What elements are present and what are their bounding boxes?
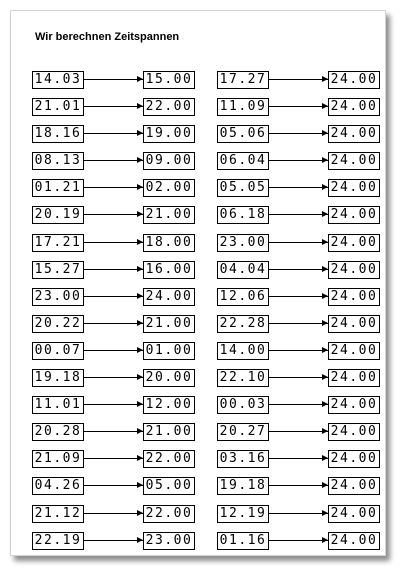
start-time-box: 23.00 xyxy=(217,234,269,252)
exercise-row xyxy=(217,532,380,550)
arrow-icon xyxy=(84,106,143,107)
arrow-icon xyxy=(84,323,143,324)
arrow-icon xyxy=(269,269,328,270)
end-time-box: 24.00 xyxy=(328,288,380,306)
arrow-icon xyxy=(269,458,328,459)
exercise-row xyxy=(32,450,195,468)
start-time-box: 19.18 xyxy=(217,477,269,495)
end-time-box: 24.00 xyxy=(328,369,380,387)
arrow-icon xyxy=(84,296,143,297)
start-time-box: 17.21 xyxy=(32,234,84,252)
arrow-icon xyxy=(84,214,143,215)
exercise-row xyxy=(217,505,380,523)
exercise-row xyxy=(217,206,380,224)
end-time-box: 02.00 xyxy=(143,179,195,197)
end-time-box: 24.00 xyxy=(328,71,380,89)
end-time-box: 24.00 xyxy=(328,234,380,252)
exercise-row xyxy=(32,152,195,170)
start-time-box: 20.27 xyxy=(217,423,269,441)
arrow-icon xyxy=(269,485,328,486)
end-time-box: 24.00 xyxy=(328,342,380,360)
end-time-box: 24.00 xyxy=(328,315,380,333)
end-time-box: 24.00 xyxy=(328,396,380,414)
end-time-box: 24.00 xyxy=(328,505,380,523)
start-time-box: 00.07 xyxy=(32,342,84,360)
end-time-box: 24.00 xyxy=(328,179,380,197)
exercise-row xyxy=(32,532,195,550)
arrow-icon xyxy=(84,431,143,432)
start-time-box: 06.04 xyxy=(217,152,269,170)
start-time-box: 21.12 xyxy=(32,505,84,523)
start-time-box: 04.04 xyxy=(217,261,269,279)
end-time-box: 24.00 xyxy=(328,125,380,143)
arrow-icon xyxy=(269,106,328,107)
exercise-row xyxy=(217,179,380,197)
arrow-icon xyxy=(269,296,328,297)
exercise-row xyxy=(217,261,380,279)
exercise-row xyxy=(217,98,380,116)
exercise-row xyxy=(217,288,380,306)
start-time-box: 22.19 xyxy=(32,532,84,550)
exercise-row xyxy=(217,125,380,143)
end-time-box: 24.00 xyxy=(328,261,380,279)
exercise-row xyxy=(32,125,195,143)
end-time-box: 21.00 xyxy=(143,315,195,333)
arrow-icon xyxy=(269,214,328,215)
arrow-icon xyxy=(84,513,143,514)
exercise-row xyxy=(32,71,195,89)
arrow-icon xyxy=(269,242,328,243)
arrow-icon xyxy=(269,350,328,351)
exercise-row xyxy=(32,423,195,441)
left-exercise-column xyxy=(32,71,195,559)
exercise-row xyxy=(32,261,195,279)
start-time-box: 21.09 xyxy=(32,450,84,468)
start-time-box: 08.13 xyxy=(32,152,84,170)
exercise-row xyxy=(32,396,195,414)
exercise-row xyxy=(32,315,195,333)
end-time-box: 19.00 xyxy=(143,125,195,143)
start-time-box: 11.01 xyxy=(32,396,84,414)
arrow-icon xyxy=(269,404,328,405)
exercise-row xyxy=(217,477,380,495)
worksheet-title: Wir berechnen Zeitspannen xyxy=(35,31,180,43)
arrow-icon xyxy=(269,323,328,324)
arrow-icon xyxy=(84,485,143,486)
start-time-box: 20.28 xyxy=(32,423,84,441)
start-time-box: 12.19 xyxy=(217,505,269,523)
start-time-box: 14.00 xyxy=(217,342,269,360)
exercise-row xyxy=(217,234,380,252)
start-time-box: 21.01 xyxy=(32,98,84,116)
start-time-box: 14.03 xyxy=(32,71,84,89)
start-time-box: 01.16 xyxy=(217,532,269,550)
start-time-box: 18.16 xyxy=(32,125,84,143)
end-time-box: 24.00 xyxy=(328,98,380,116)
arrow-icon xyxy=(84,377,143,378)
end-time-box: 22.00 xyxy=(143,450,195,468)
end-time-box: 20.00 xyxy=(143,369,195,387)
arrow-icon xyxy=(269,540,328,541)
start-time-box: 05.05 xyxy=(217,179,269,197)
start-time-box: 11.09 xyxy=(217,98,269,116)
arrow-icon xyxy=(84,242,143,243)
start-time-box: 05.06 xyxy=(217,125,269,143)
arrow-icon xyxy=(269,377,328,378)
exercise-row xyxy=(217,369,380,387)
start-time-box: 20.19 xyxy=(32,206,84,224)
start-time-box: 20.22 xyxy=(32,315,84,333)
start-time-box: 22.28 xyxy=(217,315,269,333)
end-time-box: 24.00 xyxy=(328,532,380,550)
arrow-icon xyxy=(269,513,328,514)
start-time-box: 17.27 xyxy=(217,71,269,89)
start-time-box: 04.26 xyxy=(32,477,84,495)
arrow-icon xyxy=(84,269,143,270)
exercise-row xyxy=(217,315,380,333)
worksheet-page xyxy=(10,10,386,556)
exercise-row xyxy=(32,98,195,116)
exercise-row xyxy=(32,288,195,306)
exercise-row xyxy=(217,152,380,170)
arrow-icon xyxy=(84,540,143,541)
exercise-row xyxy=(32,234,195,252)
end-time-box: 24.00 xyxy=(143,288,195,306)
arrow-icon xyxy=(84,404,143,405)
end-time-box: 22.00 xyxy=(143,505,195,523)
start-time-box: 12.06 xyxy=(217,288,269,306)
arrow-icon xyxy=(269,79,328,80)
end-time-box: 24.00 xyxy=(328,450,380,468)
end-time-box: 22.00 xyxy=(143,98,195,116)
exercise-row xyxy=(32,369,195,387)
start-time-box: 22.10 xyxy=(217,369,269,387)
arrow-icon xyxy=(84,133,143,134)
end-time-box: 21.00 xyxy=(143,206,195,224)
end-time-box: 24.00 xyxy=(328,206,380,224)
arrow-icon xyxy=(84,79,143,80)
arrow-icon xyxy=(84,350,143,351)
exercise-row xyxy=(217,450,380,468)
arrow-icon xyxy=(269,133,328,134)
start-time-box: 15.27 xyxy=(32,261,84,279)
end-time-box: 15.00 xyxy=(143,71,195,89)
exercise-row xyxy=(32,179,195,197)
start-time-box: 23.00 xyxy=(32,288,84,306)
end-time-box: 18.00 xyxy=(143,234,195,252)
exercise-row xyxy=(217,423,380,441)
exercise-row xyxy=(32,206,195,224)
end-time-box: 01.00 xyxy=(143,342,195,360)
exercise-row xyxy=(217,71,380,89)
end-time-box: 05.00 xyxy=(143,477,195,495)
end-time-box: 24.00 xyxy=(328,477,380,495)
end-time-box: 21.00 xyxy=(143,423,195,441)
start-time-box: 03.16 xyxy=(217,450,269,468)
start-time-box: 06.18 xyxy=(217,206,269,224)
start-time-box: 01.21 xyxy=(32,179,84,197)
end-time-box: 24.00 xyxy=(328,152,380,170)
arrow-icon xyxy=(84,187,143,188)
end-time-box: 23.00 xyxy=(143,532,195,550)
exercise-row xyxy=(32,477,195,495)
exercise-row xyxy=(217,396,380,414)
end-time-box: 12.00 xyxy=(143,396,195,414)
start-time-box: 00.03 xyxy=(217,396,269,414)
end-time-box: 16.00 xyxy=(143,261,195,279)
arrow-icon xyxy=(269,160,328,161)
exercise-row xyxy=(217,342,380,360)
arrow-icon xyxy=(269,431,328,432)
end-time-box: 09.00 xyxy=(143,152,195,170)
arrow-icon xyxy=(84,458,143,459)
right-exercise-column xyxy=(217,71,380,559)
start-time-box: 19.18 xyxy=(32,369,84,387)
arrow-icon xyxy=(84,160,143,161)
exercise-row xyxy=(32,505,195,523)
exercise-row xyxy=(32,342,195,360)
arrow-icon xyxy=(269,187,328,188)
end-time-box: 24.00 xyxy=(328,423,380,441)
